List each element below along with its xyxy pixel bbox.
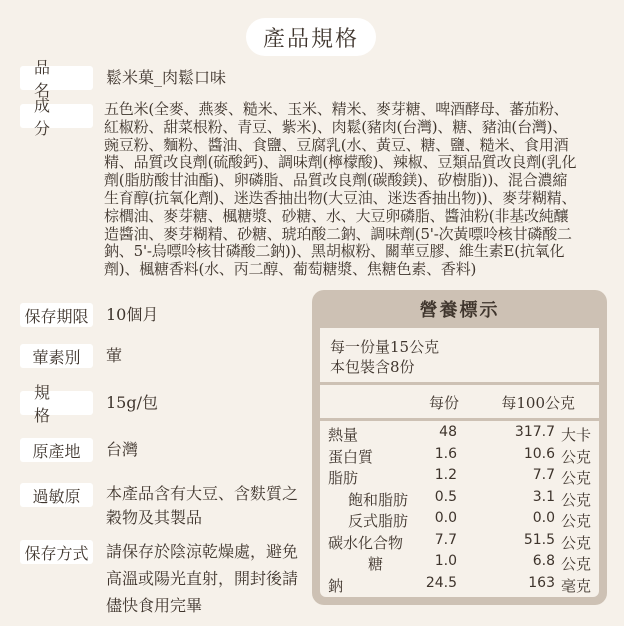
nutrition-divider: [320, 418, 599, 421]
nutrition-title: 營養標示: [419, 300, 500, 321]
storage-value: 請保存於陰涼乾燥處，避免高溫或陽光直射，開封後請儘快食用完畢: [106, 542, 299, 615]
nutrition-divider: [320, 382, 599, 385]
nutrient-name: 脂肪: [328, 469, 359, 487]
nutrition-row: [320, 424, 599, 444]
servings-per-pack: 本包裝含8份: [330, 358, 415, 376]
nutrient-name: 糖: [368, 555, 384, 573]
allergen-value: 本產品含有大豆、含麩質之穀物及其製品: [106, 484, 299, 527]
nutrient-per-100g: 10.6: [523, 445, 555, 462]
nutrient-unit: 公克: [560, 447, 591, 466]
nutrition-row: [320, 553, 599, 573]
page-title: 產品規格: [246, 18, 376, 56]
nutrient-unit: 公克: [560, 555, 591, 573]
serving-size: 每一份量15公克: [330, 338, 440, 356]
nutrient-name: 碳水化合物: [328, 533, 404, 552]
nutrient-unit: 公克: [560, 533, 591, 552]
nutrient-per-100g: 3.1: [532, 488, 555, 505]
spec-label: 規格: [20, 391, 93, 415]
nutrition-body: [320, 328, 599, 597]
col-per-100g: 每100公克: [501, 394, 575, 412]
nutrient-per-serving: 0.0: [434, 510, 457, 526]
nutrient-per-100g: 7.7: [532, 467, 555, 483]
nutrient-name: 熱量: [328, 426, 359, 444]
nutrient-unit: 毫克: [560, 576, 591, 595]
nutrient-per-serving: 1.2: [434, 467, 457, 483]
nutrient-name: 反式脂肪: [348, 512, 409, 530]
nutrient-name: 蛋白質: [328, 447, 374, 466]
nutrition-row: [320, 575, 599, 595]
nutrient-per-serving: 1.6: [434, 445, 457, 462]
nutrient-per-100g: 163: [528, 574, 555, 591]
nutrient-unit: 大卡: [560, 426, 591, 444]
nutrition-row: [320, 510, 599, 530]
nutrient-name: 鈉: [328, 576, 344, 595]
nutrient-per-100g: 317.7: [514, 424, 555, 440]
nutrient-name: 飽和脂肪: [348, 490, 409, 509]
shelf-life-label: 保存期限: [20, 303, 93, 327]
nutrient-per-100g: 0.0: [532, 510, 555, 526]
ingredients-value: 五色米(全麥、燕麥、糙米、玉米、精米、麥芽糖、啤酒酵母、蕃茄粉、紅椒粉、甜菜根粉、青豆、紫米)、肉鬆(豬肉(台灣)、糖、豬油(台灣)、豌豆粉、麵粉、醬油、食鹽、豆腐乳(水、黃豆、糖、鹽、糙米、食用酒精、品質改良劑(硫酸鈣)、調味劑(檸檬酸)、辣椒、豆類品質改良劑(乳化劑(脂肪酸甘油酯)、卵磷脂、品質改良劑(碳酸鎂)、矽樹脂))、混合濃縮生育醇(抗氧化劑)、迷迭香抽出物(大豆油、迷迭香抽出物))、麥芽糊精、棕櫚油、麥芽糖、楓糖漿、砂糖、水、大豆卵磷脂、醬油粉(非基改純釀造醬油、麥芽糊精、砂糖、琥珀酸二鈉、調味劑(5'-次黃嘌呤核甘磷酸二鈉、5'-烏嘌呤核甘磷酸二鈉))、黑胡椒粉、關華豆膠、維生素E(抗氧化劑)、楓糖香料(水、丙二醇、葡萄糖漿、焦糖色素、香料): [104, 100, 577, 279]
origin-value: 台灣: [106, 440, 139, 459]
nutrient-per-serving: 48: [439, 424, 457, 440]
col-per-serving: 每份: [428, 394, 459, 412]
origin-label: 原產地: [20, 438, 93, 462]
nutrition-facts-panel: [312, 290, 607, 605]
nutrient-per-100g: 6.8: [532, 553, 555, 569]
ingredients-label: 成分: [20, 104, 93, 128]
nutrient-per-serving: 0.5: [434, 488, 457, 505]
nutrient-per-serving: 24.5: [425, 574, 457, 591]
shelf-life-value: 10個月: [106, 305, 159, 324]
nutrient-per-100g: 51.5: [523, 531, 555, 548]
vegetarian-label: 葷素別: [20, 344, 93, 368]
allergen-label: 過敏原: [20, 483, 93, 507]
nutrient-per-serving: 1.0: [434, 553, 457, 569]
vegetarian-value: 葷: [106, 346, 123, 365]
spec-value: 15g/包: [106, 393, 158, 412]
nutrient-per-serving: 7.7: [434, 531, 457, 548]
name-label: 品名: [20, 66, 93, 90]
nutrition-row: [320, 532, 599, 552]
nutrient-unit: 公克: [560, 512, 591, 530]
nutrient-unit: 公克: [560, 490, 591, 509]
name-value: 鬆米菓_肉鬆口味: [106, 68, 227, 87]
nutrient-unit: 公克: [560, 469, 591, 487]
nutrition-row: [320, 467, 599, 487]
storage-label: 保存方式: [20, 540, 93, 564]
nutrition-row: [320, 489, 599, 509]
nutrition-row: [320, 446, 599, 466]
